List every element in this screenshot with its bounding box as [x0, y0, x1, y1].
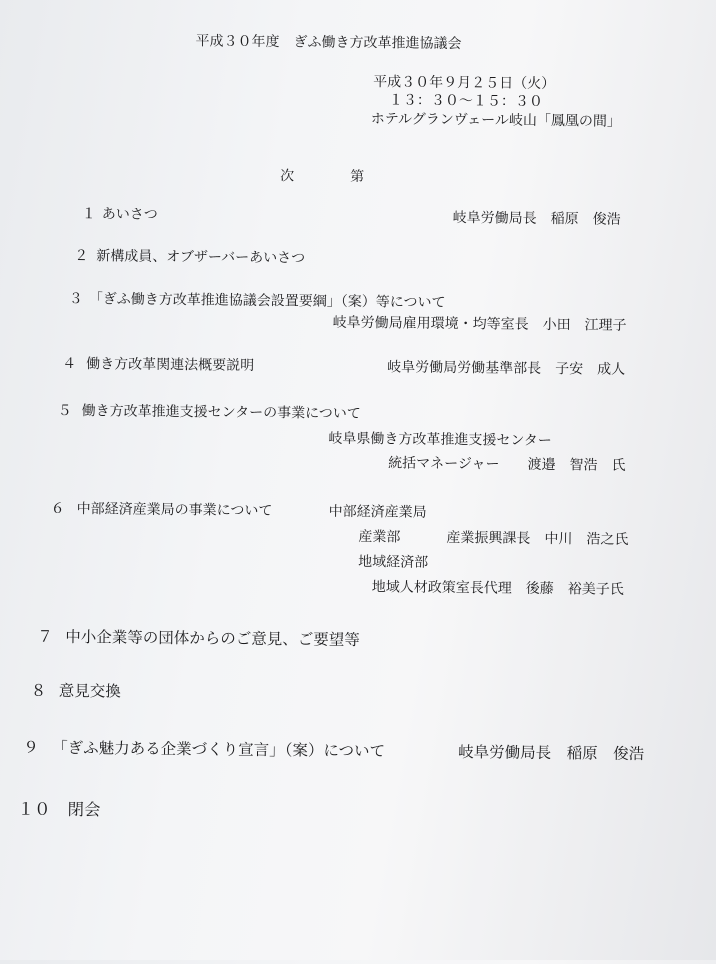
item-7-text: 中小企業等の団体からのご意見、ご要望等	[65, 627, 360, 650]
meeting-date: 平成３０年９月２５日（火）	[373, 74, 556, 93]
item-6-speaker-2: 地域人材政策室長代理 後藤 裕美子氏	[371, 579, 624, 598]
item-1-speaker: 岐阜労働局長 稲原 俊浩	[452, 210, 621, 228]
item-10-number: １０	[17, 799, 51, 819]
item-9-speaker: 岐阜労働局長 稲原 俊浩	[458, 743, 645, 764]
item-2-text: 新構成員、オブザーバーあいさつ	[96, 248, 306, 267]
item-6-dept-2: 地域経済部	[358, 554, 429, 571]
item-2-number: ２	[74, 248, 89, 265]
item-5-speaker-org: 岐阜県働き方改革推進支援センター	[328, 430, 552, 450]
item-8-text: 意見交換	[58, 681, 121, 701]
meeting-venue: ホテルグランヴェール岐山「鳳凰の間」	[370, 111, 622, 130]
item-6-dept-1: 産業部	[358, 529, 401, 546]
item-4-number: ４	[62, 355, 77, 373]
item-1-text: あいさつ	[101, 206, 158, 223]
item-8-number: ８	[30, 681, 47, 700]
item-9-text: 「ぎふ魅力ある企業づくり宣言」（案）について	[52, 738, 386, 761]
item-6-text: 中部経済産業局の事業について	[76, 501, 273, 520]
item-9-number: ９	[23, 738, 39, 757]
item-6-number: ６	[50, 500, 65, 517]
item-4-speaker: 岐阜労働局労働基準部長 子安 成人	[387, 359, 626, 378]
item-6-speaker-1: 産業振興課長 中川 浩之氏	[446, 529, 629, 548]
item-3-number: ３	[68, 290, 83, 308]
item-5-text: 働き方改革推進支援センターの事業について	[81, 403, 361, 423]
item-4-text: 働き方改革関連法概要説明	[86, 356, 255, 374]
item-6-org: 中部経済産業局	[328, 503, 427, 521]
item-3-text: 「ぎふ働き方改革推進協議会設置要綱」（案）等について	[88, 291, 446, 311]
item-10-text: 閉会	[67, 800, 101, 820]
meeting-time: １３：３０～１５：３０	[388, 92, 544, 110]
item-1-number: １	[81, 206, 96, 223]
agenda-heading: 次 第	[280, 168, 365, 186]
item-5-speaker: 統括マネージャー 渡邉 智浩 氏	[388, 455, 626, 474]
item-3-speaker: 岐阜労働局雇用環境・均等室長 小田 江理子	[332, 314, 627, 334]
item-7-number: ７	[37, 627, 53, 646]
item-5-number: ５	[57, 402, 72, 420]
document-title: 平成３０年度 ぎふ働き方改革推進協議会	[195, 33, 462, 53]
